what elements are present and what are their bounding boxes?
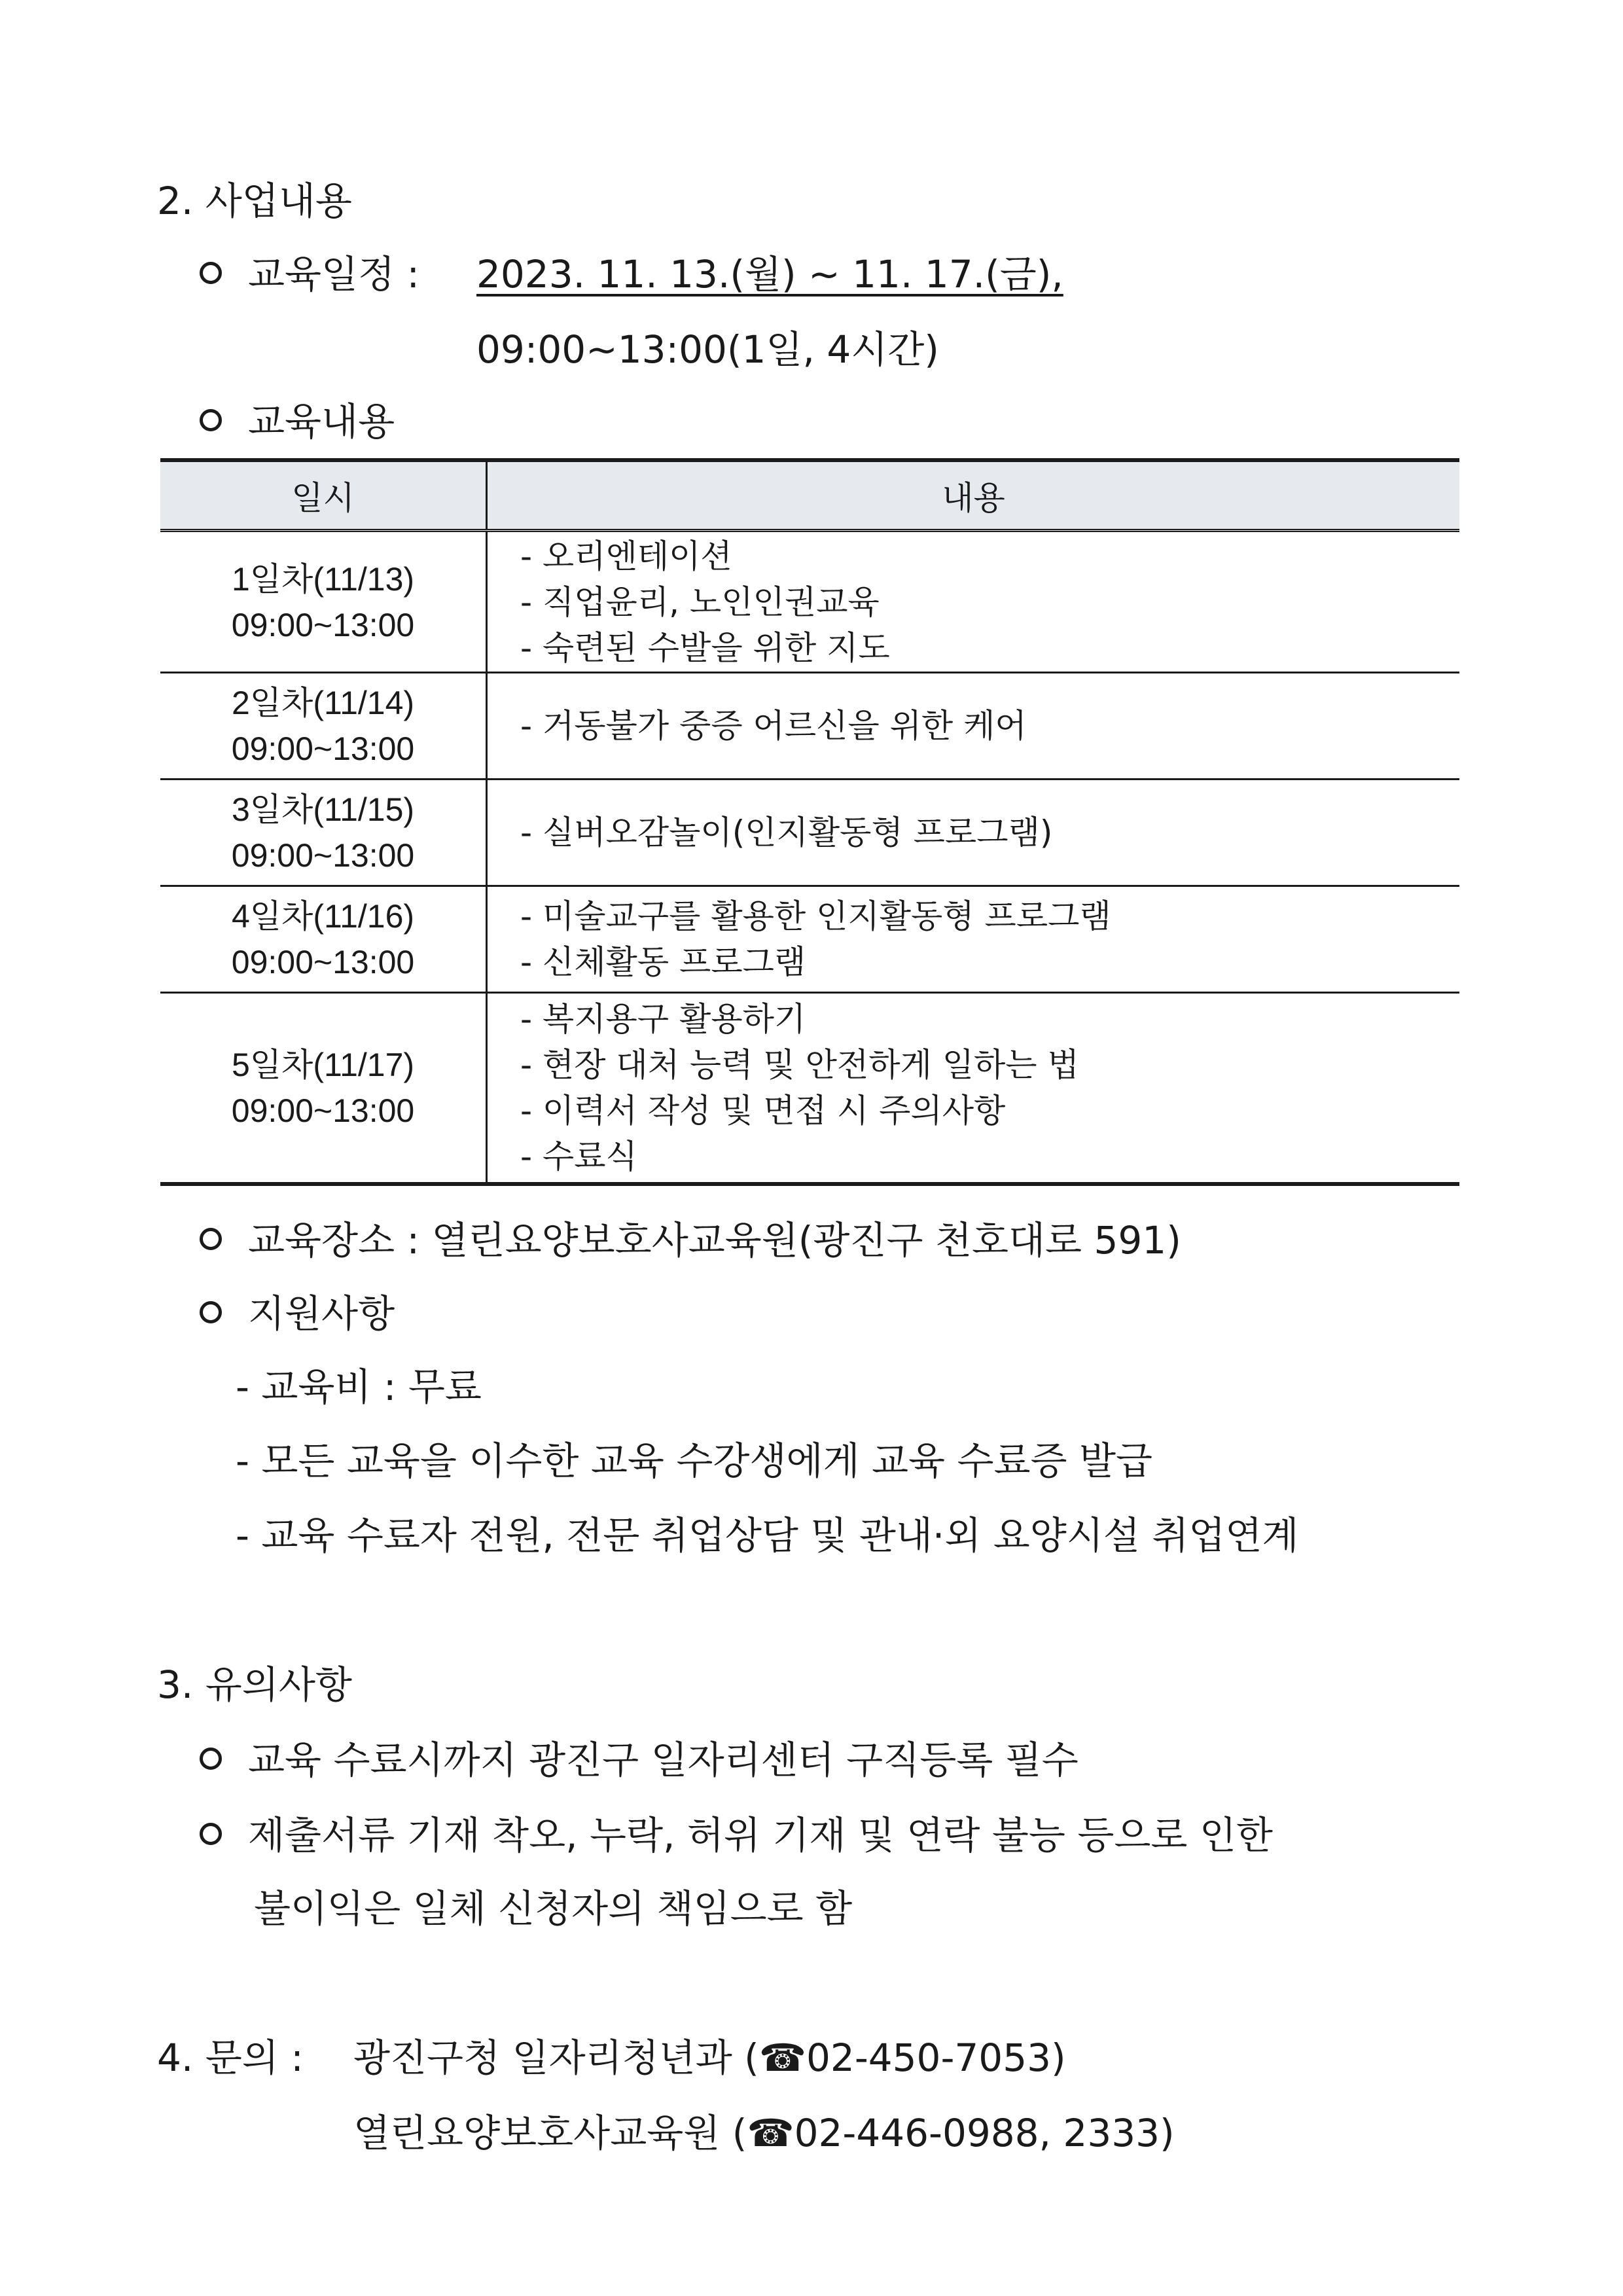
day-label: 1일차(11/13) [231,560,415,598]
day-label: 4일차(11/16) [231,898,415,935]
day-cell [160,531,487,673]
support-item: - 교육비 : 무료 [236,1365,482,1409]
schedule-date: 2023. 11. 13.(월) ~ 11. 17.(금), [476,252,1063,296]
section-4-title: 4. 문의 : [157,2036,304,2080]
section-3-title: 3. 유의사항 [157,1662,352,1707]
content-item: - 수료식 [520,1137,637,1175]
notice-line-1 [200,1738,1079,1782]
content-cell [487,886,1460,993]
table-header-date: 일시 [160,460,487,531]
table-row [160,531,1459,673]
content-item: - 오리엔테이션 [520,537,732,575]
content-item: - 이력서 작성 및 면접 시 주의사항 [520,1091,1006,1130]
content-cell [487,993,1460,1184]
content-cell [487,780,1460,886]
notice-text: 교육 수료시까지 광진구 일자리센터 구직등록 필수 [248,1738,1079,1782]
schedule-line [200,252,420,296]
circle-bullet-icon [200,1228,222,1250]
day-label: 5일차(11/17) [231,1046,415,1083]
day-cell [160,886,487,993]
day-cell [160,673,487,780]
circle-bullet-icon [200,1823,222,1845]
day-label: 3일차(11/15) [231,791,415,828]
support-line [200,1291,395,1336]
table-row [160,673,1459,780]
day-cell [160,780,487,886]
table-row [160,886,1459,993]
table-row [160,993,1459,1184]
circle-bullet-icon [200,262,222,284]
notice-text: 제출서류 기재 착오, 누락, 허위 기재 및 연락 불능 등으로 인한 [248,1813,1273,1857]
notice-line-2 [200,1813,1273,1857]
day-time: 09:00~13:00 [231,730,415,767]
content-item: - 직업윤리, 노인인권교육 [520,583,880,621]
content-item: - 실버오감놀이(인지활동형 프로그램) [520,814,1053,852]
table-header-content: 내용 [487,460,1460,531]
table-row [160,780,1459,886]
schedule-label: 교육일정 : [248,252,420,296]
day-cell [160,993,487,1184]
content-item: - 현장 대처 능력 및 안전하게 일하는 법 [520,1045,1079,1084]
content-item: - 숙련된 수발을 위한 지도 [520,628,890,667]
notice-line-2-cont: 불이익은 일체 신청자의 책임으로 함 [254,1886,853,1931]
circle-bullet-icon [200,1748,222,1770]
content-item: - 미술교구를 활용한 인지활동형 프로그램 [520,897,1111,935]
content-item: - 신체활동 프로그램 [520,943,806,981]
content-cell [487,673,1460,780]
content-item: - 거동불가 중증 어르신을 위한 케어 [520,707,1027,745]
day-time: 09:00~13:00 [231,606,415,643]
circle-bullet-icon [200,409,222,431]
support-item: - 모든 교육을 이수한 교육 수강생에게 교육 수료증 발급 [236,1439,1153,1483]
contact-line-2: 열린요양보호사교육원 (☎02-446-0988, 2333) [353,2111,1175,2155]
day-time: 09:00~13:00 [231,837,415,874]
schedule-table [160,458,1459,1186]
section-2-title: 2. 사업내용 [157,179,352,223]
content-line [200,399,395,444]
content-cell [487,531,1460,673]
day-time: 09:00~13:00 [231,1092,415,1129]
content-item: - 복지용구 활용하기 [520,999,806,1038]
support-label: 지원사항 [248,1291,395,1336]
content-label: 교육내용 [248,399,395,444]
schedule-time: 09:00~13:00(1일, 4시간) [476,327,939,372]
place-line [200,1218,1181,1263]
circle-bullet-icon [200,1301,222,1323]
support-item: - 교육 수료자 전원, 전문 취업상담 및 관내·외 요양시설 취업연계 [236,1513,1299,1558]
day-label: 2일차(11/14) [231,685,415,721]
day-time: 09:00~13:00 [231,944,415,980]
contact-line-1: 광진구청 일자리청년과 (☎02-450-7053) [353,2036,1066,2080]
place-text: 교육장소 : 열린요양보호사교육원(광진구 천호대로 591) [248,1218,1181,1263]
